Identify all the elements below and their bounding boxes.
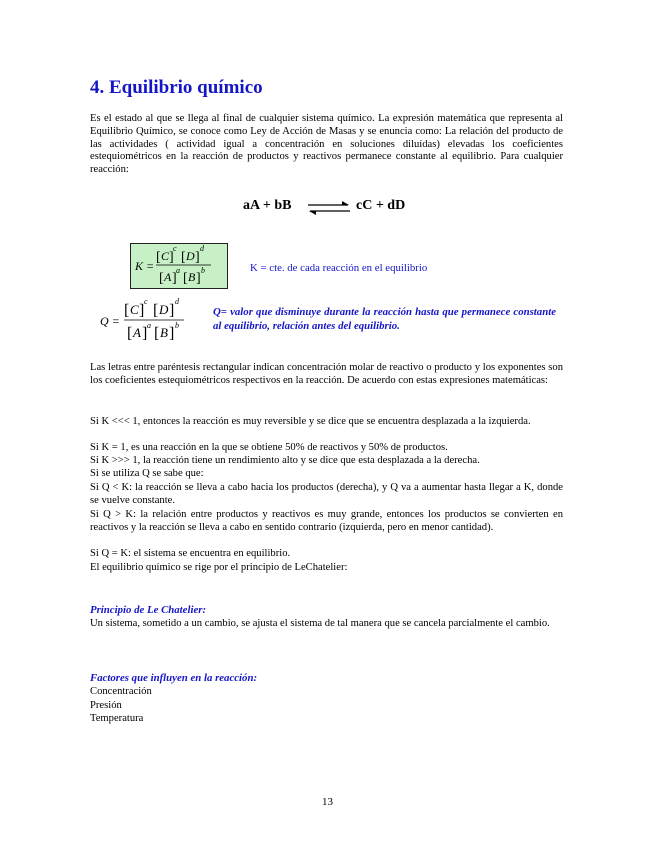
q-bracket-open: [ [154,325,160,342]
k-bracket-close: ] [196,271,201,286]
k-bracket-open: [ [156,250,161,265]
q-bracket-close: ] [139,302,145,319]
reaction-equation [0,197,655,221]
factor-item: Temperatura [90,713,144,724]
k-den-2: B [188,270,196,284]
k-exp-1: c [173,244,177,253]
q-exp-1: c [144,297,148,306]
q-exp-4: b [175,321,179,330]
q-exp-2: d [175,297,179,306]
q-bracket-close: ] [169,325,175,342]
factors-heading: Factores que influyen en la reacción: [90,672,258,684]
k-formula [131,244,227,288]
q-exp-3: a [147,321,151,330]
q-bracket-open: [ [124,302,130,319]
k-bracket-open: [ [159,271,164,286]
q-note: Q= valor que disminuye durante la reacción hasta que permanece constante al equilibrio, relación antes del equilibrio. [213,306,556,332]
q-den-2: B [160,325,168,340]
q-formula [100,296,200,346]
k-bracket-close: ] [172,271,177,286]
q-den-1: A [133,325,141,340]
k-bracket-close: ] [195,250,200,265]
k-num-1: C [161,249,170,263]
k-num-2: D [186,249,195,263]
reaction-reactants: aA + bB [243,198,292,213]
factor-item: Concentración [90,686,152,697]
k-bracket-open: [ [183,271,188,286]
k-bracket-close: ] [169,250,174,265]
q-bracket-close: ] [169,302,175,319]
lechatelier-heading: Principio de Le Chatelier: [90,604,207,616]
case-q-equal: Si Q = K: el sistema se encuentra en equilibrio. [90,548,291,559]
equilibrium-arrows-icon [306,199,352,217]
k-exp-2: d [200,244,204,253]
case-q-less: Si Q < K: la reacción se lleva a cabo hacia los productos (derecha), y Q va a aumentar hasta llegar a K, donde se vuelve constante. [90,482,563,506]
k-den-1: A [164,270,172,284]
k-exp-4: b [201,266,205,275]
k-expression-box [130,243,228,289]
q-bracket-open: [ [153,302,159,319]
k-lhs: K = [135,259,155,273]
q-num-2: D [159,302,169,317]
k-exp-3: a [176,266,180,275]
page-number: 13 [322,796,333,808]
q-num-1: C [130,302,139,317]
k-note: K = cte. de cada reacción en el equilibrio [250,262,428,274]
case-q-greater: Si Q > K: la relación entre productos y reactivos es muy grande, entonces los productos se convierten en reactivos y la reacción se lleva a cabo en sentido contrario (izquierda, pero en menor cantidad). [90,509,563,533]
q-lhs: Q = [100,314,120,328]
lechatelier-text: Un sistema, sometido a un cambio, se ajusta el sistema de tal manera que se cancela parcialmente el cambio. [90,618,550,629]
section-title: 4. Equilibrio químico [90,77,263,98]
factor-item: Presión [90,700,122,711]
q-bracket-open: [ [127,325,133,342]
reaction-products: cC + dD [356,198,406,213]
case-k-equal: Si K = 1, es una reacción en la que se obtiene 50% de reactivos y 50% de productos. [90,442,448,453]
lechatelier-rule: El equilibrio químico se rige por el principio de LeChatelier: [90,562,348,573]
case-q-intro: Si se utiliza Q se sabe que: [90,468,204,479]
intro-paragraph: Es el estado al que se llega al final de cualquier sistema químico. La expresión matemática que representa al Equilibrio Químico, se conoce como Ley de Acción de Masas y se enuncia como: La relación del producto de las actividades ( actividad igual a concentración en soluciones diluídas) elevadas los coeficientes estequiométricos en la reacción de productos y reactivos permanece constante al equilibrio. Para cualquier reacción: [90,113,563,176]
case-k-small: Si K <<< 1, entonces la reacción es muy reversible y se dice que se encuentra desplazada a la izquierda. [90,416,531,427]
k-bracket-open: [ [181,250,186,265]
case-k-large: Si K >>> 1, la reacción tiene un rendimiento alto y se dice que esta desplazada a la derecha. [90,455,480,466]
q-bracket-close: ] [142,325,148,342]
letters-paragraph: Las letras entre paréntesis rectangular indican concentración molar de reactivo o producto y los exponentes son los coeficientes estequiométricos respectivos en la reacción. De acuerdo con estas expresiones matemáticas: [90,362,563,386]
